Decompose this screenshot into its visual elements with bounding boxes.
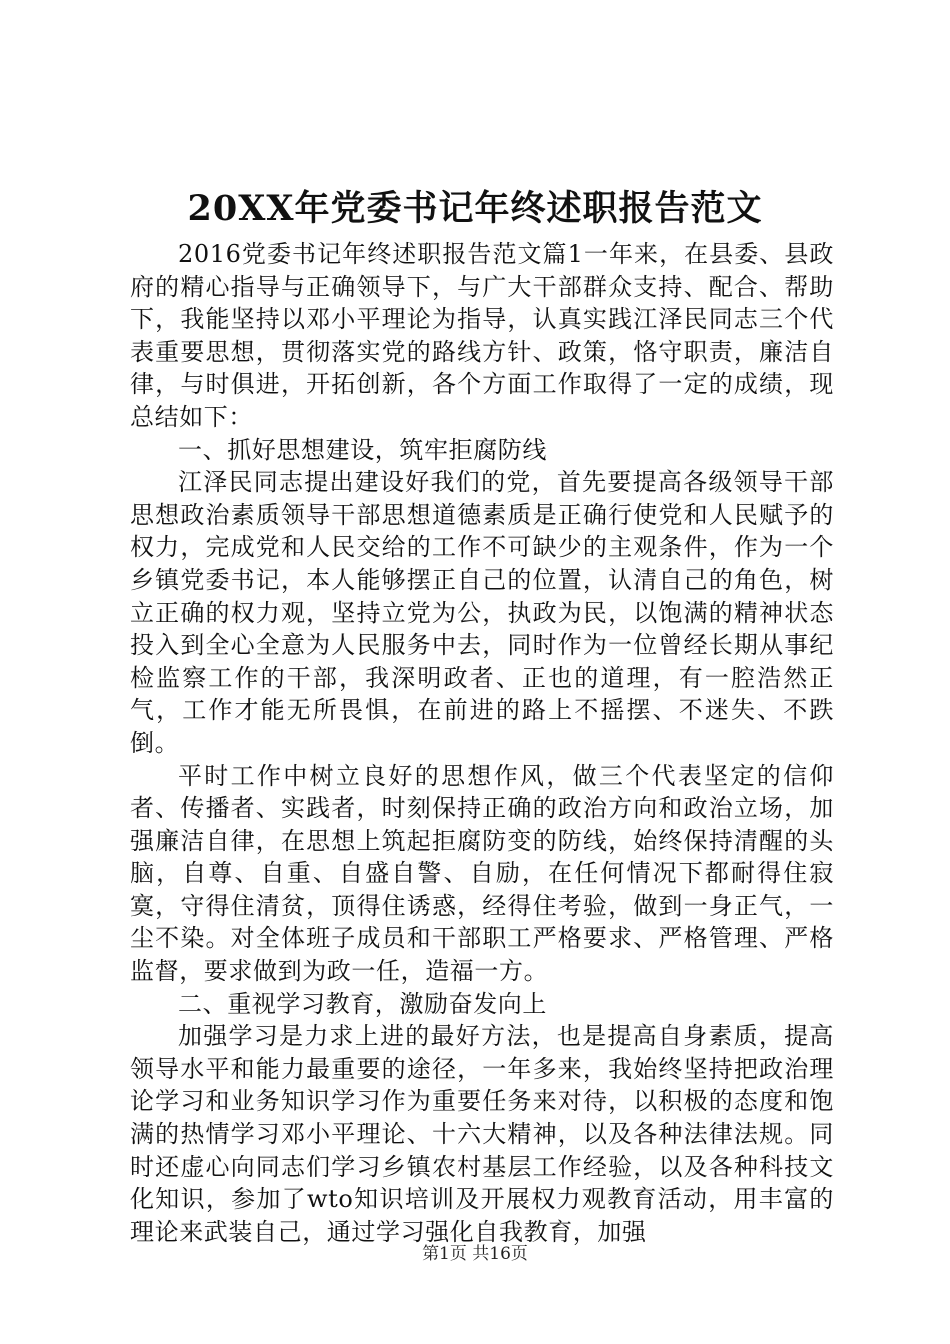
document-title: 20XX年党委书记年终述职报告范文: [187, 188, 763, 229]
paragraph-intro: 2016党委书记年终述职报告范文篇1一年来，在县委、县政府的精心指导与正确领导下，与广大干部群众支持、配合、帮助下，我能坚持以邓小平理论为指导，认真实践江泽民同志三个代表重要思想，贯彻落实党的路线方针、政策，恪守职责，廉洁自律，与时俱进，开拓创新，各个方面工作取得了一定的成绩，现总结如下：: [130, 240, 834, 431]
page-footer: 第1页 共16页: [422, 1244, 528, 1264]
paragraph-section-1b: 平时工作中树立良好的思想作风，做三个代表坚定的信仰者、传播者、实践者，时刻保持正确的政治方向和政治立场，加强廉洁自律，在思想上筑起拒腐防变的防线，始终保持清醒的头脑，自尊、自重、自盛自警、自励，在任何情况下都耐得住寂寞，守得住清贫，顶得住诱惑，经得住考验，做到一身正气，一尘不染。对全体班子成员和干部职工严格要求、严格管理、严格监督，要求做到为政一任，造福一方。: [130, 761, 834, 986]
paragraph-section-1a: 江泽民同志提出建设好我们的党，首先要提高各级领导干部思想政治素质领导干部思想道德素质是正确行使党和人民赋予的权力，完成党和人民交给的工作不可缺少的主观条件，作为一个乡镇党委书记，本人能够摆正自己的位置，认清自己的角色，树立正确的权力观，坚持立党为公，执政为民，以饱满的精神状态投入到全心全意为人民服务中去，同时作为一位曾经长期从事纪检监察工作的干部，我深明政者、正也的道理，有一腔浩然正气，工作才能无所畏惧，在前进的路上不摇摆、不迷失、不跌倒。: [130, 468, 834, 757]
section-heading-1: 一、抓好思想建设，筑牢拒腐防线: [178, 435, 547, 464]
document-body: [130, 238, 834, 1248]
paragraph-section-2a: 加强学习是力求上进的最好方法，也是提高自身素质，提高领导水平和能力最重要的途径，一年多来，我始终坚持把政治理论学习和业务知识学习作为重要任务来对待，以积极的态度和饱满的热情学习邓小平理论、十六大精神，以及各种法律法规。同时还虚心向同志们学习乡镇农村基层工作经验，以及各种科技文化知识，参加了wto知识培训及开展权力观教育活动，用丰富的理论来武装自己，通过学习强化自我教育，加强: [130, 1022, 834, 1246]
section-heading-2: 二、重视学习教育，激励奋发向上: [178, 989, 547, 1018]
